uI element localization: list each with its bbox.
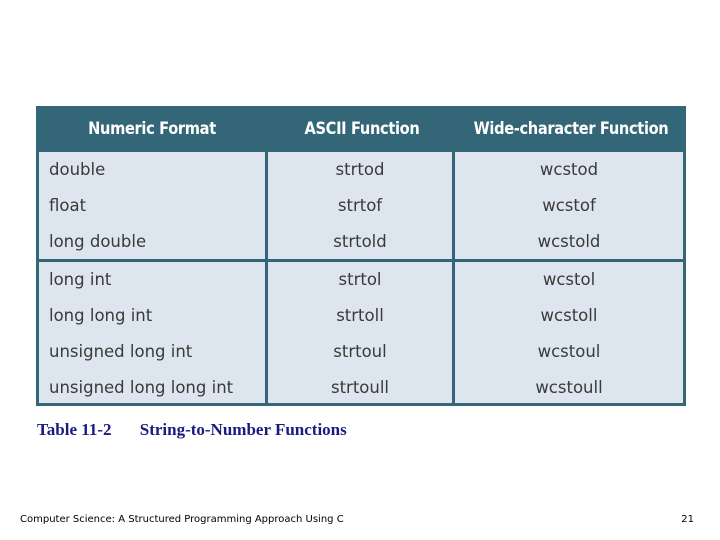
format-cell: unsigned long long int <box>49 378 234 397</box>
header-numeric-format: Numeric Format <box>88 119 216 139</box>
table-body <box>39 152 683 403</box>
numeric-format-column <box>39 262 265 403</box>
format-cell: float <box>49 196 87 215</box>
floating-point-group <box>39 152 683 259</box>
format-cell: long long int <box>49 306 153 325</box>
wide-cell: wcstoul <box>537 342 601 361</box>
wide-cell: wcstoull <box>535 378 603 397</box>
ascii-function-column <box>268 262 452 403</box>
ascii-cell: strtold <box>333 232 387 251</box>
ascii-cell: strtol <box>338 270 382 289</box>
ascii-cell: strtof <box>337 196 383 215</box>
ascii-cell: strtoul <box>333 342 387 361</box>
ascii-cell: strtoll <box>336 306 384 325</box>
table-header <box>36 106 686 152</box>
header-wide-character-function: Wide-character Function <box>473 119 669 139</box>
format-cell: unsigned long int <box>49 342 193 361</box>
page-number: 21 <box>681 514 694 525</box>
wide-function-column <box>455 262 683 403</box>
ascii-function-column <box>268 152 452 259</box>
wide-cell: wcstold <box>537 232 601 251</box>
wide-cell: wcstol <box>542 270 596 289</box>
format-cell: double <box>49 160 106 179</box>
integer-group <box>39 262 683 403</box>
wide-function-column <box>455 152 683 259</box>
table-number: Table 11-2 <box>37 420 112 439</box>
footer-book-title: Computer Science: A Structured Programming Approach Using C <box>20 514 344 525</box>
wide-cell: wcstof <box>542 196 596 215</box>
format-cell: long int <box>49 270 112 289</box>
ascii-cell: strtod <box>335 160 385 179</box>
table-caption <box>37 420 347 440</box>
table-title: String-to-Number Functions <box>139 420 347 439</box>
header-ascii-function: ASCII Function <box>304 119 420 139</box>
numeric-format-column <box>39 152 265 259</box>
conversion-functions-table <box>36 106 686 406</box>
ascii-cell: strtoull <box>330 378 390 397</box>
format-cell: long double <box>49 232 147 251</box>
wide-cell: wcstoll <box>540 306 598 325</box>
wide-cell: wcstod <box>539 160 599 179</box>
